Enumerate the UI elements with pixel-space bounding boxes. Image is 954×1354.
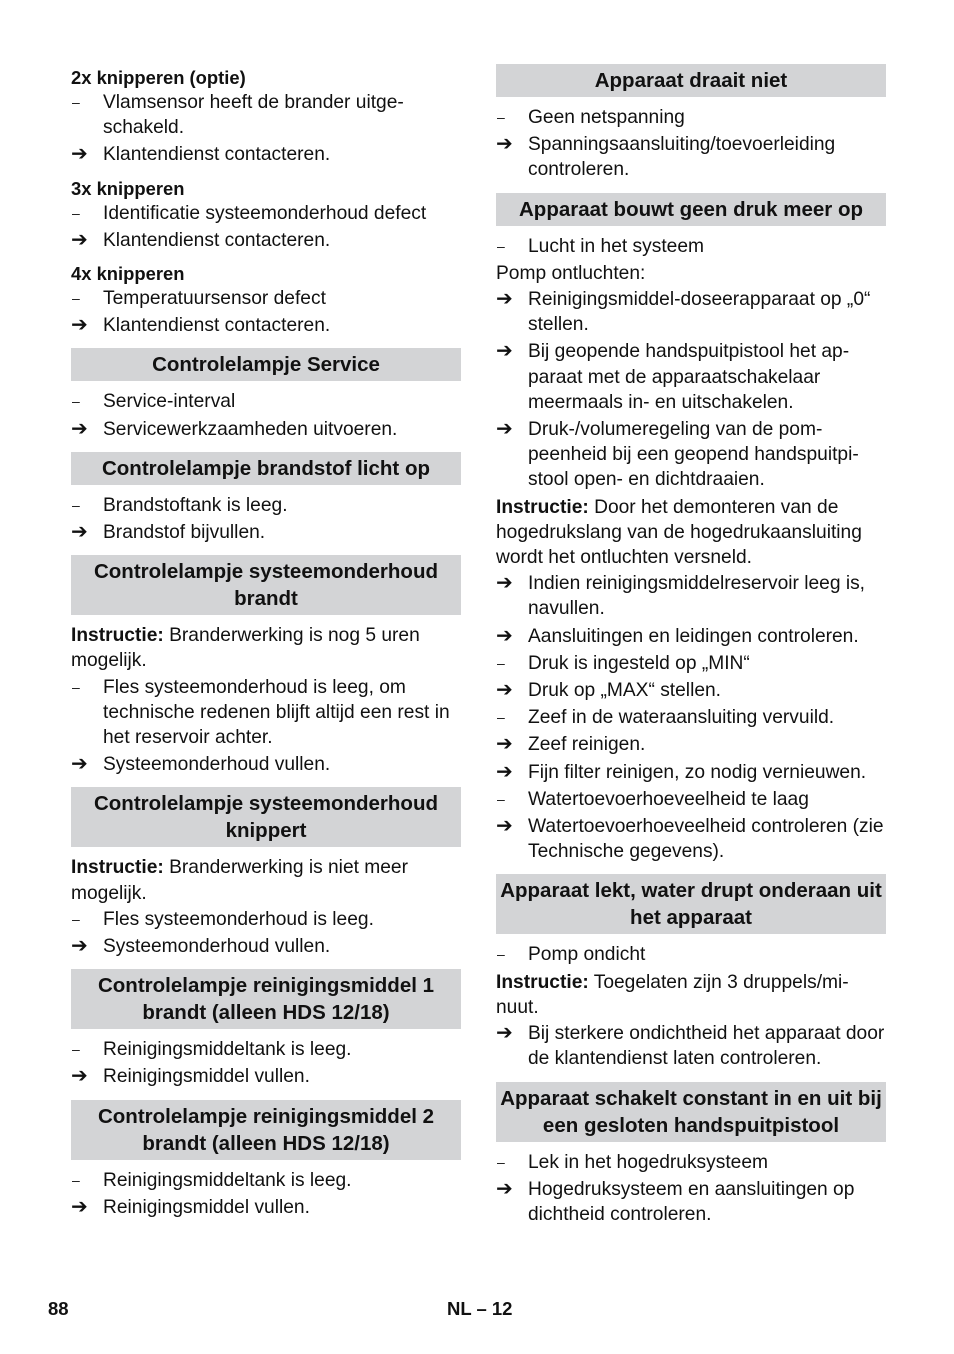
- arrow-right-icon: ➔: [496, 679, 513, 702]
- action-item: ➔ Klantendienst contacteren.: [71, 313, 461, 338]
- cause-item: – Brandstoftank is leeg.: [71, 493, 461, 518]
- cause-item: – Pomp ondicht: [496, 942, 886, 967]
- action-item: ➔ Reinigingsmiddel vullen.: [71, 1195, 461, 1220]
- cause-item: – Fles systeemonderhoud is leeg.: [71, 907, 461, 932]
- section-title: Controlelampje brandstof licht op: [71, 452, 461, 485]
- section-title: Apparaat draait niet: [496, 64, 886, 97]
- action-item: ➔ Watertoevoerhoeveelheid controleren (zie Technische gegevens).: [496, 815, 884, 863]
- section-title: Apparaat schakelt constant in en uit bij een gesloten handspuitpistool: [496, 1082, 886, 1142]
- arrow-right-icon: ➔: [496, 624, 513, 647]
- subheading: 3x knipperen: [71, 177, 185, 199]
- section-title: Controlelampje systeemonderhoud brandt: [71, 555, 461, 615]
- section-title: Controlelampje Service: [71, 348, 461, 381]
- dash-marker: –: [497, 790, 505, 807]
- cause-item: – Service-interval: [71, 389, 461, 414]
- cause-item: – Reinigingsmiddeltank is leeg.: [71, 1168, 461, 1193]
- action-item: ➔ Systeemonderhoud vullen.: [71, 752, 461, 777]
- action-item: ➔ Bij sterkere ondichtheid het apparaat door de klantendienst laten controleren.: [496, 1022, 885, 1070]
- action-item: ➔ Reinigingsmiddel vullen.: [71, 1064, 461, 1089]
- arrow-right-icon: ➔: [496, 1022, 513, 1045]
- arrow-right-icon: ➔: [496, 133, 513, 156]
- dash-marker: –: [72, 678, 80, 695]
- arrow-right-icon: ➔: [496, 815, 513, 838]
- dash-marker: –: [497, 709, 505, 726]
- cause-item: – Vlamsensor heeft de brander uitge-schakeld.: [72, 92, 404, 139]
- section-title: Controlelampje reinigingsmiddel 2 brandt (alleen HDS 12/18): [71, 1100, 461, 1160]
- instruction-note: Instructie: Toegelaten zijn 3 druppels/mi-nuut.: [496, 971, 849, 1018]
- action-item: ➔ Systeemonderhoud vullen.: [71, 934, 461, 959]
- dash-marker: –: [72, 393, 80, 410]
- arrow-right-icon: ➔: [496, 418, 513, 441]
- arrow-right-icon: ➔: [496, 760, 513, 783]
- arrow-right-icon: ➔: [496, 1177, 513, 1200]
- cause-item: – Geen netspanning: [496, 105, 886, 130]
- action-item: ➔ Indien reinigingsmiddelreservoir leeg is, navullen.: [496, 572, 866, 620]
- cause-item: – Druk is ingesteld op „MIN“: [496, 651, 886, 676]
- language-page-label: NL – 12: [447, 1298, 513, 1319]
- cause-item: – Watertoevoerhoeveelheid te laag: [496, 787, 886, 812]
- arrow-right-icon: ➔: [71, 143, 88, 166]
- section-title: Apparaat bouwt geen druk meer op: [496, 193, 886, 226]
- dash-marker: –: [497, 109, 505, 125]
- arrow-right-icon: ➔: [71, 753, 88, 776]
- cause-item: – Lek in het hogedruksysteem: [496, 1150, 886, 1175]
- action-item: ➔ Druk-/volumeregeling van de pom-peenheid bij een geopend handspuitpi-stool open- en dichtdraaien.: [496, 418, 859, 491]
- arrow-right-icon: ➔: [71, 417, 88, 440]
- section-title: Controlelampje reinigingsmiddel 1 brandt (alleen HDS 12/18): [71, 969, 461, 1029]
- action-item: ➔ Fijn filter reinigen, zo nodig vernieuwen.: [496, 760, 886, 785]
- action-item: ➔ Klantendienst contacteren.: [71, 142, 461, 167]
- cause-item: – Temperatuursensor defect: [71, 286, 461, 311]
- arrow-right-icon: ➔: [496, 340, 513, 363]
- cause-item: – Identificatie systeemonderhoud defect: [71, 201, 461, 226]
- action-item: ➔ Spanningsaansluiting/toevoerleiding controleren.: [496, 133, 836, 181]
- dash-marker: –: [72, 204, 80, 221]
- subheading: 4x knipperen: [71, 263, 185, 285]
- dash-marker: –: [72, 1041, 80, 1058]
- section-title: Controlelampje systeemonderhoud knippert: [71, 787, 461, 847]
- action-item: ➔ Reinigingsmiddel-doseerapparaat op „0“ stellen.: [496, 288, 871, 336]
- arrow-right-icon: ➔: [71, 521, 88, 544]
- dash-marker: –: [72, 1171, 80, 1188]
- arrow-right-icon: ➔: [496, 733, 513, 756]
- arrow-right-icon: ➔: [496, 288, 513, 311]
- arrow-right-icon: ➔: [71, 1195, 88, 1218]
- action-item: ➔ Bij geopende handspuitpistool het ap-paraat met de apparaatschakelaar meermaals in- en uitschakelen.: [496, 340, 850, 413]
- action-item: ➔ Aansluitingen en leidingen controleren.: [496, 624, 886, 649]
- dash-marker: –: [72, 290, 80, 307]
- arrow-right-icon: ➔: [71, 1065, 88, 1088]
- page-number: 88: [48, 1298, 69, 1319]
- cause-item: – Lucht in het systeem: [496, 234, 886, 259]
- dash-marker: –: [72, 910, 80, 927]
- action-item: ➔ Brandstof bijvullen.: [71, 520, 461, 545]
- paragraph: Pomp ontluchten:: [496, 262, 646, 284]
- arrow-right-icon: ➔: [496, 572, 513, 595]
- action-item: ➔ Druk op „MAX“ stellen.: [496, 678, 886, 703]
- subheading: 2x knipperen (optie): [71, 67, 246, 88]
- instruction-note: Instructie: Door het demonteren van de hogedrukslang van de hogedrukaansluiting wordt het ontluchten versneld.: [496, 496, 862, 569]
- cause-item: – Reinigingsmiddeltank is leeg.: [71, 1037, 461, 1062]
- action-item: ➔ Klantendienst contacteren.: [71, 228, 461, 253]
- dash-marker: –: [497, 654, 505, 671]
- cause-item: – Fles systeemonderhoud is leeg, om technische redenen blijft altijd een rest in het reservoir achter.: [72, 676, 450, 749]
- action-item: ➔ Zeef reinigen.: [496, 732, 886, 757]
- cause-item: – Zeef in de wateraansluiting vervuild.: [496, 705, 886, 730]
- dash-marker: –: [497, 237, 505, 254]
- action-item: ➔ Servicewerkzaamheden uitvoeren.: [71, 417, 461, 442]
- action-item: ➔ Hogedruksysteem en aansluitingen op dichtheid controleren.: [496, 1177, 855, 1225]
- instruction-note: Instructie: Branderwerking is niet meer mogelijk.: [71, 857, 408, 904]
- arrow-right-icon: ➔: [71, 228, 88, 251]
- dash-marker: –: [497, 946, 505, 963]
- section-title: Apparaat lekt, water drupt onderaan uit het apparaat: [496, 874, 886, 934]
- arrow-right-icon: ➔: [71, 314, 88, 337]
- dash-marker: –: [72, 496, 80, 513]
- right-column: [496, 62, 886, 1229]
- arrow-right-icon: ➔: [71, 935, 88, 958]
- dash-marker: –: [497, 1153, 505, 1170]
- dash-marker: –: [72, 94, 80, 110]
- left-column: [71, 62, 461, 1222]
- instruction-note: Instructie: Branderwerking is nog 5 uren mogelijk.: [71, 625, 420, 672]
